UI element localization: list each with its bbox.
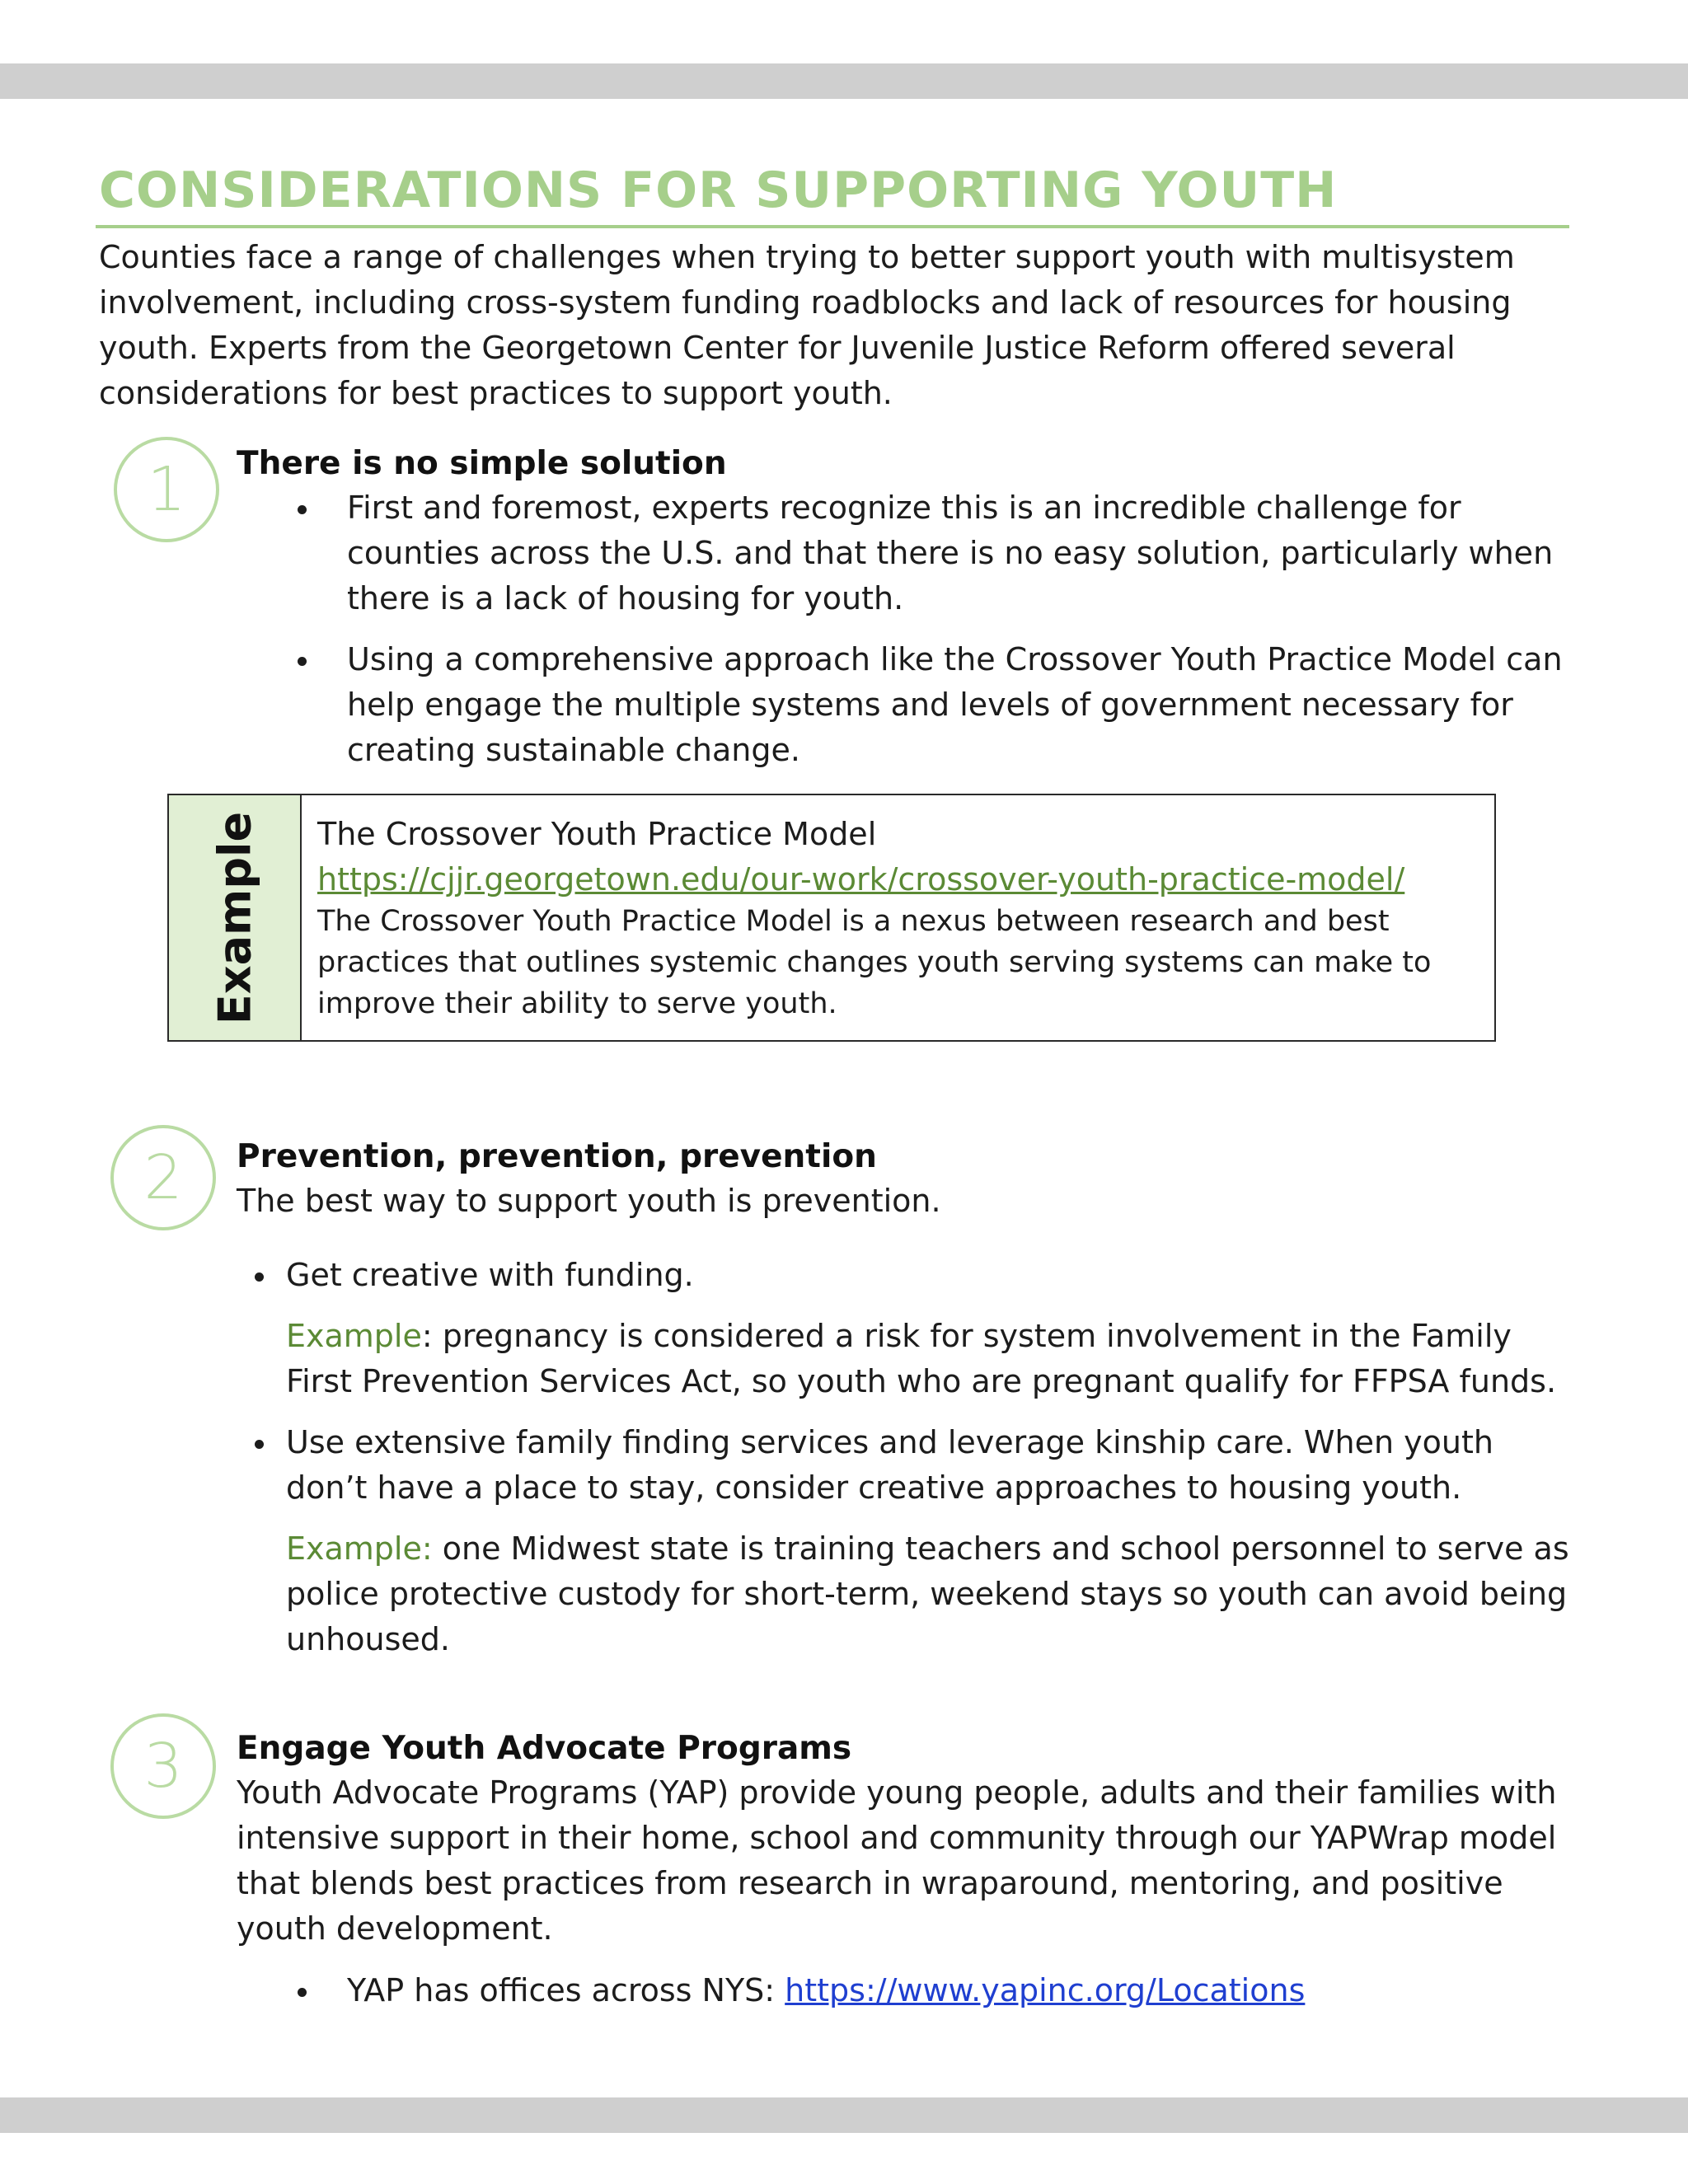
- example-note: [286, 1314, 1572, 1404]
- example-title: The Crossover Youth Practice Model: [317, 816, 877, 852]
- list-item: [286, 1420, 1572, 1662]
- section-3-bullet-list: [347, 1968, 1583, 2013]
- example-note-text: one Midwest state is training teachers and school personnel to serve as police protective custody for short-term, weekend stays so youth can avoid being unhoused.: [286, 1530, 1569, 1657]
- bullet-text: First and foremost, experts recognize this is an incredible challenge for counties across the U.S. and that there is no easy solution, particularly when there is a lack of housing for youth.: [347, 490, 1554, 616]
- intro-paragraph: Counties face a range of challenges when trying to better support youth with multisystem involvement, including cross-system funding roadblocks and lack of resources for housing youth. Experts from the Georgetown Center for Juvenile Justice Reform offered several considerations for best practices to support youth.: [99, 239, 1515, 411]
- section-2-heading: Prevention, prevention, prevention: [237, 1138, 877, 1175]
- section-1-heading: There is no simple solution: [237, 445, 727, 482]
- example-note: [286, 1526, 1572, 1662]
- section-3-number-badge: 3: [110, 1713, 216, 1819]
- crossover-model-link[interactable]: https://cjjr.georgetown.edu/our-work/crossover-youth-practice-model/: [317, 861, 1405, 898]
- bullet-icon: [298, 505, 307, 514]
- section-2-lead: The best way to support youth is prevention.: [237, 1183, 941, 1219]
- bullet-text: Using a comprehensive approach like the Crossover Youth Practice Model can help engage the multiple systems and levels of government necessary for creating sustainable change.: [347, 641, 1563, 768]
- bullet-text: YAP has offices across NYS:: [347, 1972, 785, 2008]
- example-label: Example:: [286, 1530, 433, 1567]
- section-3-heading: Engage Youth Advocate Programs: [237, 1730, 852, 1767]
- section-2-bullet-list: [286, 1253, 1572, 1678]
- list-item: [347, 485, 1583, 621]
- bullet-icon: [255, 1272, 264, 1282]
- example-description: The Crossover Youth Practice Model is a nexus between research and best practices that outlines systemic changes youth serving systems can make to improve their ability to serve youth.: [317, 905, 1432, 1020]
- page-title: CONSIDERATIONS FOR SUPPORTING YOUTH: [99, 162, 1338, 219]
- example-label: Example: [286, 1318, 422, 1354]
- bullet-icon: [298, 1988, 307, 1997]
- top-gray-band: [0, 63, 1688, 99]
- section-1-bullet-list: [347, 485, 1583, 789]
- list-item: [347, 1968, 1583, 2013]
- bullet-icon: [298, 657, 307, 666]
- example-callout-box: [167, 794, 1496, 1042]
- list-item: [286, 1253, 1572, 1404]
- bullet-icon: [255, 1440, 264, 1449]
- section-3-lead: Youth Advocate Programs (YAP) provide young people, adults and their families with intensive support in their home, school and community through our YAPWrap model that blends best practices from research in wraparound, mentoring, and positive youth development.: [237, 1774, 1557, 1947]
- section-1-number-badge: 1: [114, 437, 219, 542]
- example-side-label: Example: [209, 811, 260, 1024]
- bullet-text: Get creative with funding.: [286, 1257, 694, 1293]
- section-2-number-badge: 2: [110, 1125, 216, 1230]
- bullet-text: Use extensive family finding services and leverage kinship care. When youth don’t have a place to stay, consider creative approaches to housing youth.: [286, 1424, 1493, 1506]
- yap-locations-link[interactable]: https://www.yapinc.org/Locations: [785, 1972, 1306, 2008]
- example-content: [317, 812, 1471, 1024]
- example-side-panel: [169, 795, 302, 1040]
- bottom-gray-band: [0, 2097, 1688, 2133]
- title-divider: [96, 225, 1569, 228]
- example-note-text: : pregnancy is considered a risk for system involvement in the Family First Prevention Services Act, so youth who are pregnant qualify for FFPSA funds.: [286, 1318, 1557, 1399]
- list-item: [347, 637, 1583, 773]
